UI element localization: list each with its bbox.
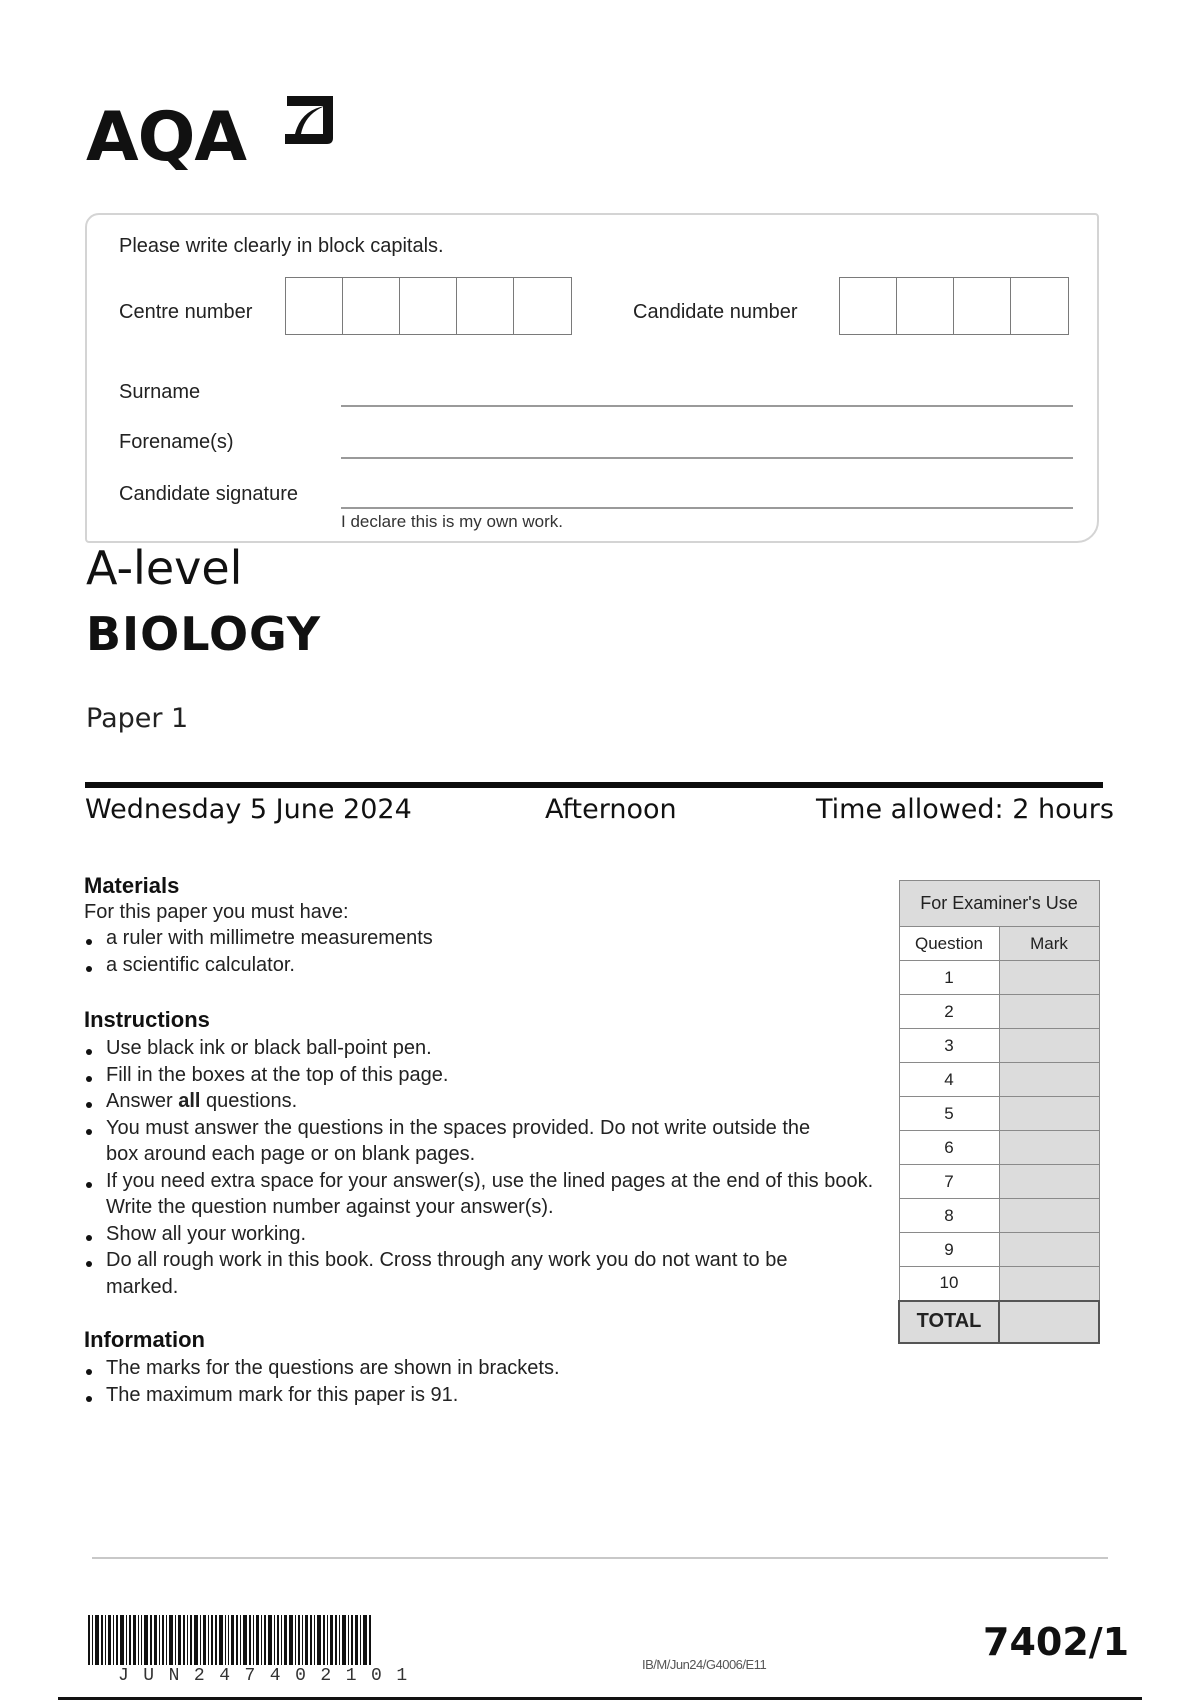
barcode-bar [166,1615,167,1665]
centre-number-digit-box[interactable] [343,278,400,334]
barcode-bar [183,1615,185,1665]
barcode-bar [305,1615,308,1665]
centre-number-digit-box[interactable] [400,278,457,334]
materials-list [84,925,864,978]
block-capitals-instruction: Please write clearly in block capitals. [119,235,444,257]
barcode-bar [228,1615,229,1665]
table-row [899,961,1099,995]
barcode-bar [169,1615,173,1665]
examiners-use-title: For Examiner's Use [899,881,1099,927]
question-number: 10 [899,1267,999,1301]
instruction-item: You must answer the questions in the spaces provided. Do not write outside the box around each page or on blank pages. [84,1115,874,1168]
information-item: The marks for the questions are shown in brackets. [84,1355,864,1382]
barcode-bar [126,1615,127,1665]
question-number: 6 [899,1131,999,1165]
paper-number: Paper 1 [86,703,189,734]
centre-number-digit-box[interactable] [457,278,514,334]
exam-date: Wednesday 5 June 2024 [85,794,412,825]
barcode-bar [236,1615,238,1665]
barcode-bar [339,1615,340,1665]
barcode-bar [281,1615,282,1665]
information-section [84,1327,864,1408]
barcode-bar [351,1615,353,1665]
instruction-item: Answer all questions. [84,1088,874,1115]
barcode-bar [187,1615,188,1665]
barcode-bar [159,1615,160,1665]
barcode-bar [253,1615,254,1665]
barcode-bar [317,1615,321,1665]
reference-code: IB/M/Jun24/G4006/E11 [642,1657,767,1672]
information-heading: Information [84,1327,205,1352]
barcode-bar [355,1615,358,1665]
barcode-bar [295,1615,296,1665]
candidate-number-digit-box[interactable] [897,278,954,334]
barcode-text: JUN247402101 [118,1666,422,1686]
instruction-item: Fill in the boxes at the top of this page. [84,1062,874,1089]
surname-label: Surname [119,381,201,403]
emphasis-all: all [178,1090,201,1112]
total-mark-cell [999,1301,1099,1343]
barcode-bar [144,1615,148,1665]
candidate-number-label: Candidate number [633,301,798,323]
table-row [899,1199,1099,1233]
table-row [899,1063,1099,1097]
barcode-bar [256,1615,259,1665]
centre-number-boxes[interactable] [285,277,572,335]
signature-field[interactable] [341,507,1073,509]
mark-column-header: Mark [999,927,1099,961]
barcode-bar [211,1615,213,1665]
mark-cell [999,1199,1099,1233]
footer-divider [92,1557,1108,1559]
barcode-bar [129,1615,131,1665]
barcode-bar [150,1615,152,1665]
barcode-bar [314,1615,315,1665]
instruction-item: Show all your working. [84,1221,874,1248]
barcode-bar [108,1615,111,1665]
barcode-bar [330,1615,333,1665]
table-row [899,1097,1099,1131]
barcode-bar [249,1615,251,1665]
barcode-bar [208,1615,209,1665]
barcode-bar [215,1615,217,1665]
question-number: 1 [899,961,999,995]
barcode-bar [360,1615,361,1665]
barcode-bar [323,1615,325,1665]
barcode-bar [268,1615,272,1665]
mark-cell [999,1097,1099,1131]
instructions-list [84,1035,874,1300]
barcode-bar [200,1615,201,1665]
question-number: 5 [899,1097,999,1131]
instructions-section [84,1007,874,1300]
centre-number-digit-box[interactable] [286,278,343,334]
candidate-number-digit-box[interactable] [954,278,1011,334]
table-row [899,995,1099,1029]
barcode-bar [348,1615,349,1665]
barcode-bar [92,1615,93,1665]
surname-field[interactable] [341,405,1073,407]
barcode-bar [240,1615,241,1665]
forenames-label: Forename(s) [119,431,234,453]
instruction-item: If you need extra space for your answer(s), use the lined pages at the end of this book. Write the question number against your answer(s). [84,1168,874,1221]
barcode-bar [203,1615,206,1665]
table-row [899,1233,1099,1267]
qualification-level: A-level [86,541,243,595]
barcode-bar [298,1615,300,1665]
barcode-bar [274,1615,275,1665]
barcode-bar [162,1615,164,1665]
barcode-bar [261,1615,262,1665]
logo-text: AQA [86,98,247,177]
barcode-bar [95,1615,99,1665]
candidate-details-box [85,213,1099,543]
barcode [88,1615,473,1665]
barcode-bar [113,1615,114,1665]
barcode-bar [335,1615,337,1665]
time-allowed: Time allowed: 2 hours [816,794,1114,825]
barcode-bar [219,1615,223,1665]
total-row [899,1301,1099,1343]
barcode-bar [178,1615,181,1665]
barcode-bar [120,1615,124,1665]
barcode-bar [138,1615,139,1665]
barcode-bar [264,1615,266,1665]
header-divider [85,782,1103,788]
barcode-bar [277,1615,279,1665]
barcode-bar [194,1615,198,1665]
question-number: 7 [899,1165,999,1199]
mark-cell [999,995,1099,1029]
table-row [899,1165,1099,1199]
barcode-bar [133,1615,136,1665]
barcode-bar [88,1615,90,1665]
barcode-bar [310,1615,312,1665]
information-list [84,1355,864,1408]
barcode-bar [231,1615,234,1665]
question-number: 4 [899,1063,999,1097]
barcode-bar [289,1615,293,1665]
instruction-item: Do all rough work in this book. Cross through any work you do not want to be marked. [84,1247,874,1300]
instruction-item: Use black ink or black ball-point pen. [84,1035,874,1062]
mark-cell [999,1063,1099,1097]
candidate-number-digit-box[interactable] [840,278,897,334]
subject-title: BIOLOGY [86,607,322,661]
question-number: 8 [899,1199,999,1233]
table-row [899,1029,1099,1063]
exam-session: Afternoon [545,794,677,825]
barcode-bar [141,1615,142,1665]
table-row [899,1267,1099,1301]
question-number: 9 [899,1233,999,1267]
mark-cell [999,1165,1099,1199]
barcode-bar [302,1615,303,1665]
barcode-bar [116,1615,118,1665]
forenames-field[interactable] [341,457,1073,459]
barcode-bar [175,1615,176,1665]
mark-cell [999,1233,1099,1267]
question-number: 2 [899,995,999,1029]
barcode-bar [190,1615,192,1665]
barcode-bar [243,1615,247,1665]
centre-number-digit-box[interactable] [514,278,571,334]
mark-cell [999,961,1099,995]
materials-section [84,873,864,978]
question-number: 3 [899,1029,999,1063]
materials-heading: Materials [84,873,180,898]
barcode-bar [369,1615,371,1665]
barcode-bar [105,1615,106,1665]
materials-item: a scientific calculator. [84,952,864,979]
barcode-bar [327,1615,328,1665]
aqa-leaf-mark-icon [283,94,335,146]
materials-intro: For this paper you must have: [84,901,349,923]
declaration-text: I declare this is my own work. [341,512,564,531]
table-row [899,1131,1099,1165]
centre-number-label: Centre number [119,301,253,323]
question-column-header: Question [899,927,999,961]
signature-label: Candidate signature [119,483,299,505]
barcode-bar [154,1615,157,1665]
total-label: TOTAL [899,1301,999,1343]
barcode-bar [342,1615,346,1665]
information-item: The maximum mark for this paper is 91. [84,1382,864,1409]
examiners-use-table [898,880,1100,1344]
instructions-heading: Instructions [84,1007,210,1032]
barcode-bar [363,1615,367,1665]
paper-code: 7402/1 [983,1620,1130,1664]
barcode-bar [284,1615,287,1665]
barcode-bar [225,1615,226,1665]
barcode-bar [101,1615,103,1665]
aqa-logo [86,92,346,184]
mark-cell [999,1131,1099,1165]
mark-cell [999,1267,1099,1301]
candidate-number-boxes[interactable] [839,277,1069,335]
materials-item: a ruler with millimetre measurements [84,925,864,952]
candidate-number-digit-box[interactable] [1011,278,1068,334]
mark-cell [999,1029,1099,1063]
